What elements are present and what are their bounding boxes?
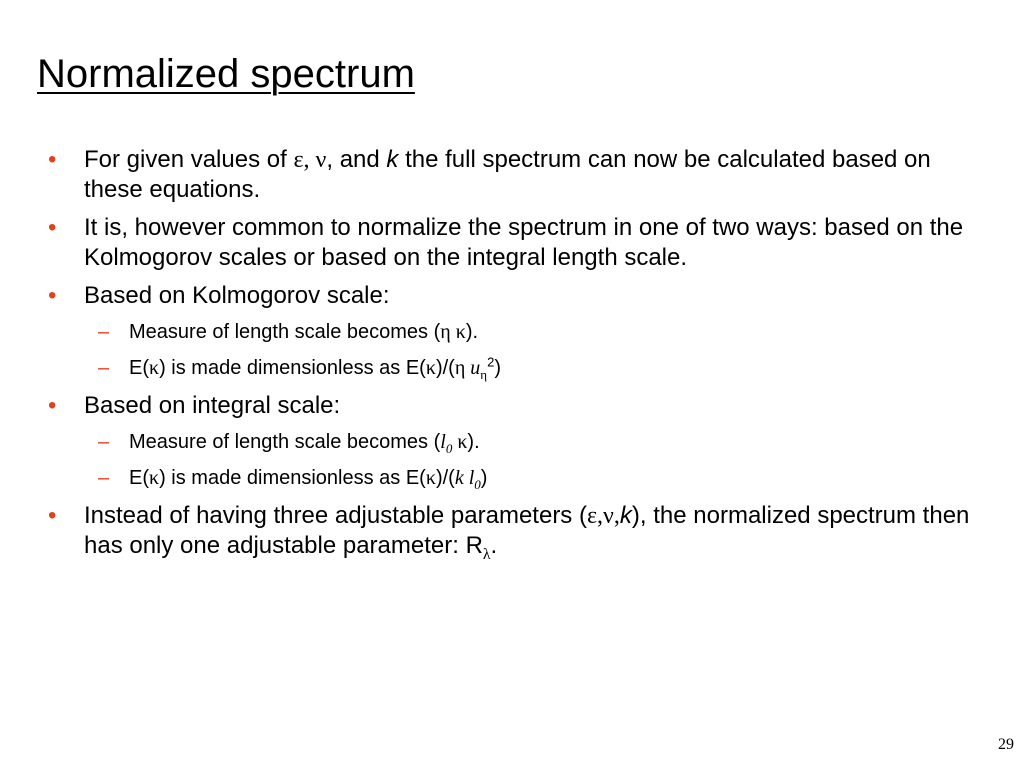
bullet-marker: • [48,146,57,173]
subscript-0: 0 [445,441,453,456]
symbol-kappa: κ [149,467,160,489]
sub-item-text: Measure of length scale becomes ( [129,431,441,453]
symbol-u: u [470,357,481,379]
bullet-text: Based on Kolmogorov scale: [84,282,390,309]
symbol-kappa: κ [452,431,468,453]
sub-item-text: )/( [435,357,455,379]
bullet-text: ), the normalized spectrum then has only one adjustable parameter: R [84,502,970,559]
sub-item-integral-length [48,429,978,455]
sub-item-text: ) [480,467,488,489]
slide-title: Normalized spectrum [37,52,415,96]
sub-item-text: )/( [435,467,455,489]
bullet-marker: • [48,282,57,309]
dash-marker: – [98,321,110,343]
symbol-k: k [619,502,632,529]
bullet-marker: • [48,502,57,529]
symbol-kappa: κ [425,467,436,489]
bullet-text: , and [326,146,387,173]
bullet-item-normalize [48,213,978,273]
bullet-item-adjustable [48,501,978,561]
sub-item-kolmogorov-dimensionless [48,355,978,381]
bullet-text: Instead of having three adjustable parameters ( [84,502,587,529]
bullet-item-integral [48,391,978,421]
bullet-marker: • [48,392,57,419]
sub-item-text: E( [129,467,149,489]
sub-item-text: ) is made dimensionless as E( [159,357,426,379]
bullet-item-kolmogorov [48,281,978,311]
subscript-lambda: λ [482,545,491,563]
symbol-eta: η [454,357,471,379]
bullet-text: . [490,532,498,559]
bullet-marker: • [48,214,57,241]
superscript-2: 2 [487,354,495,370]
bullet-item-given-values [48,145,978,205]
symbol-kappa: κ [149,357,160,379]
bullet-text: For given values of [84,146,294,173]
sub-item-text: ) is made dimensionless as E( [159,467,426,489]
subscript-eta: η [480,367,488,382]
bullet-text: the full spectrum can now be calculated based on these equations. [84,146,931,203]
symbol-k-l: k l [454,467,475,489]
sub-item-text: ) [494,357,502,379]
symbol-epsilon-nu: ε,ν, [586,503,620,529]
sub-item-text: Measure of length scale becomes ( [129,321,441,343]
symbol-eta-kappa: η κ [440,321,466,343]
dash-marker: – [98,467,110,489]
sub-item-text: E( [129,357,149,379]
dash-marker: – [98,431,110,453]
symbol-epsilon-nu: ε, ν [293,147,327,173]
bullet-text: Based on integral scale: [84,392,341,419]
subscript-0: 0 [474,477,481,492]
sub-item-text: ). [467,431,480,453]
dash-marker: – [98,357,110,379]
bullet-text: It is, however common to normalize the spectrum in one of two ways: based on the Kolmogorov scales or based on the integral length scale. [84,214,964,271]
bullet-list [48,145,978,569]
symbol-l: l [440,431,446,453]
page-number: 29 [998,736,1014,753]
symbol-kappa: κ [425,357,436,379]
symbol-k: k [386,146,399,173]
sub-item-text: ). [465,321,479,343]
sub-item-integral-dimensionless [48,465,978,491]
sub-item-kolmogorov-length [48,319,978,345]
